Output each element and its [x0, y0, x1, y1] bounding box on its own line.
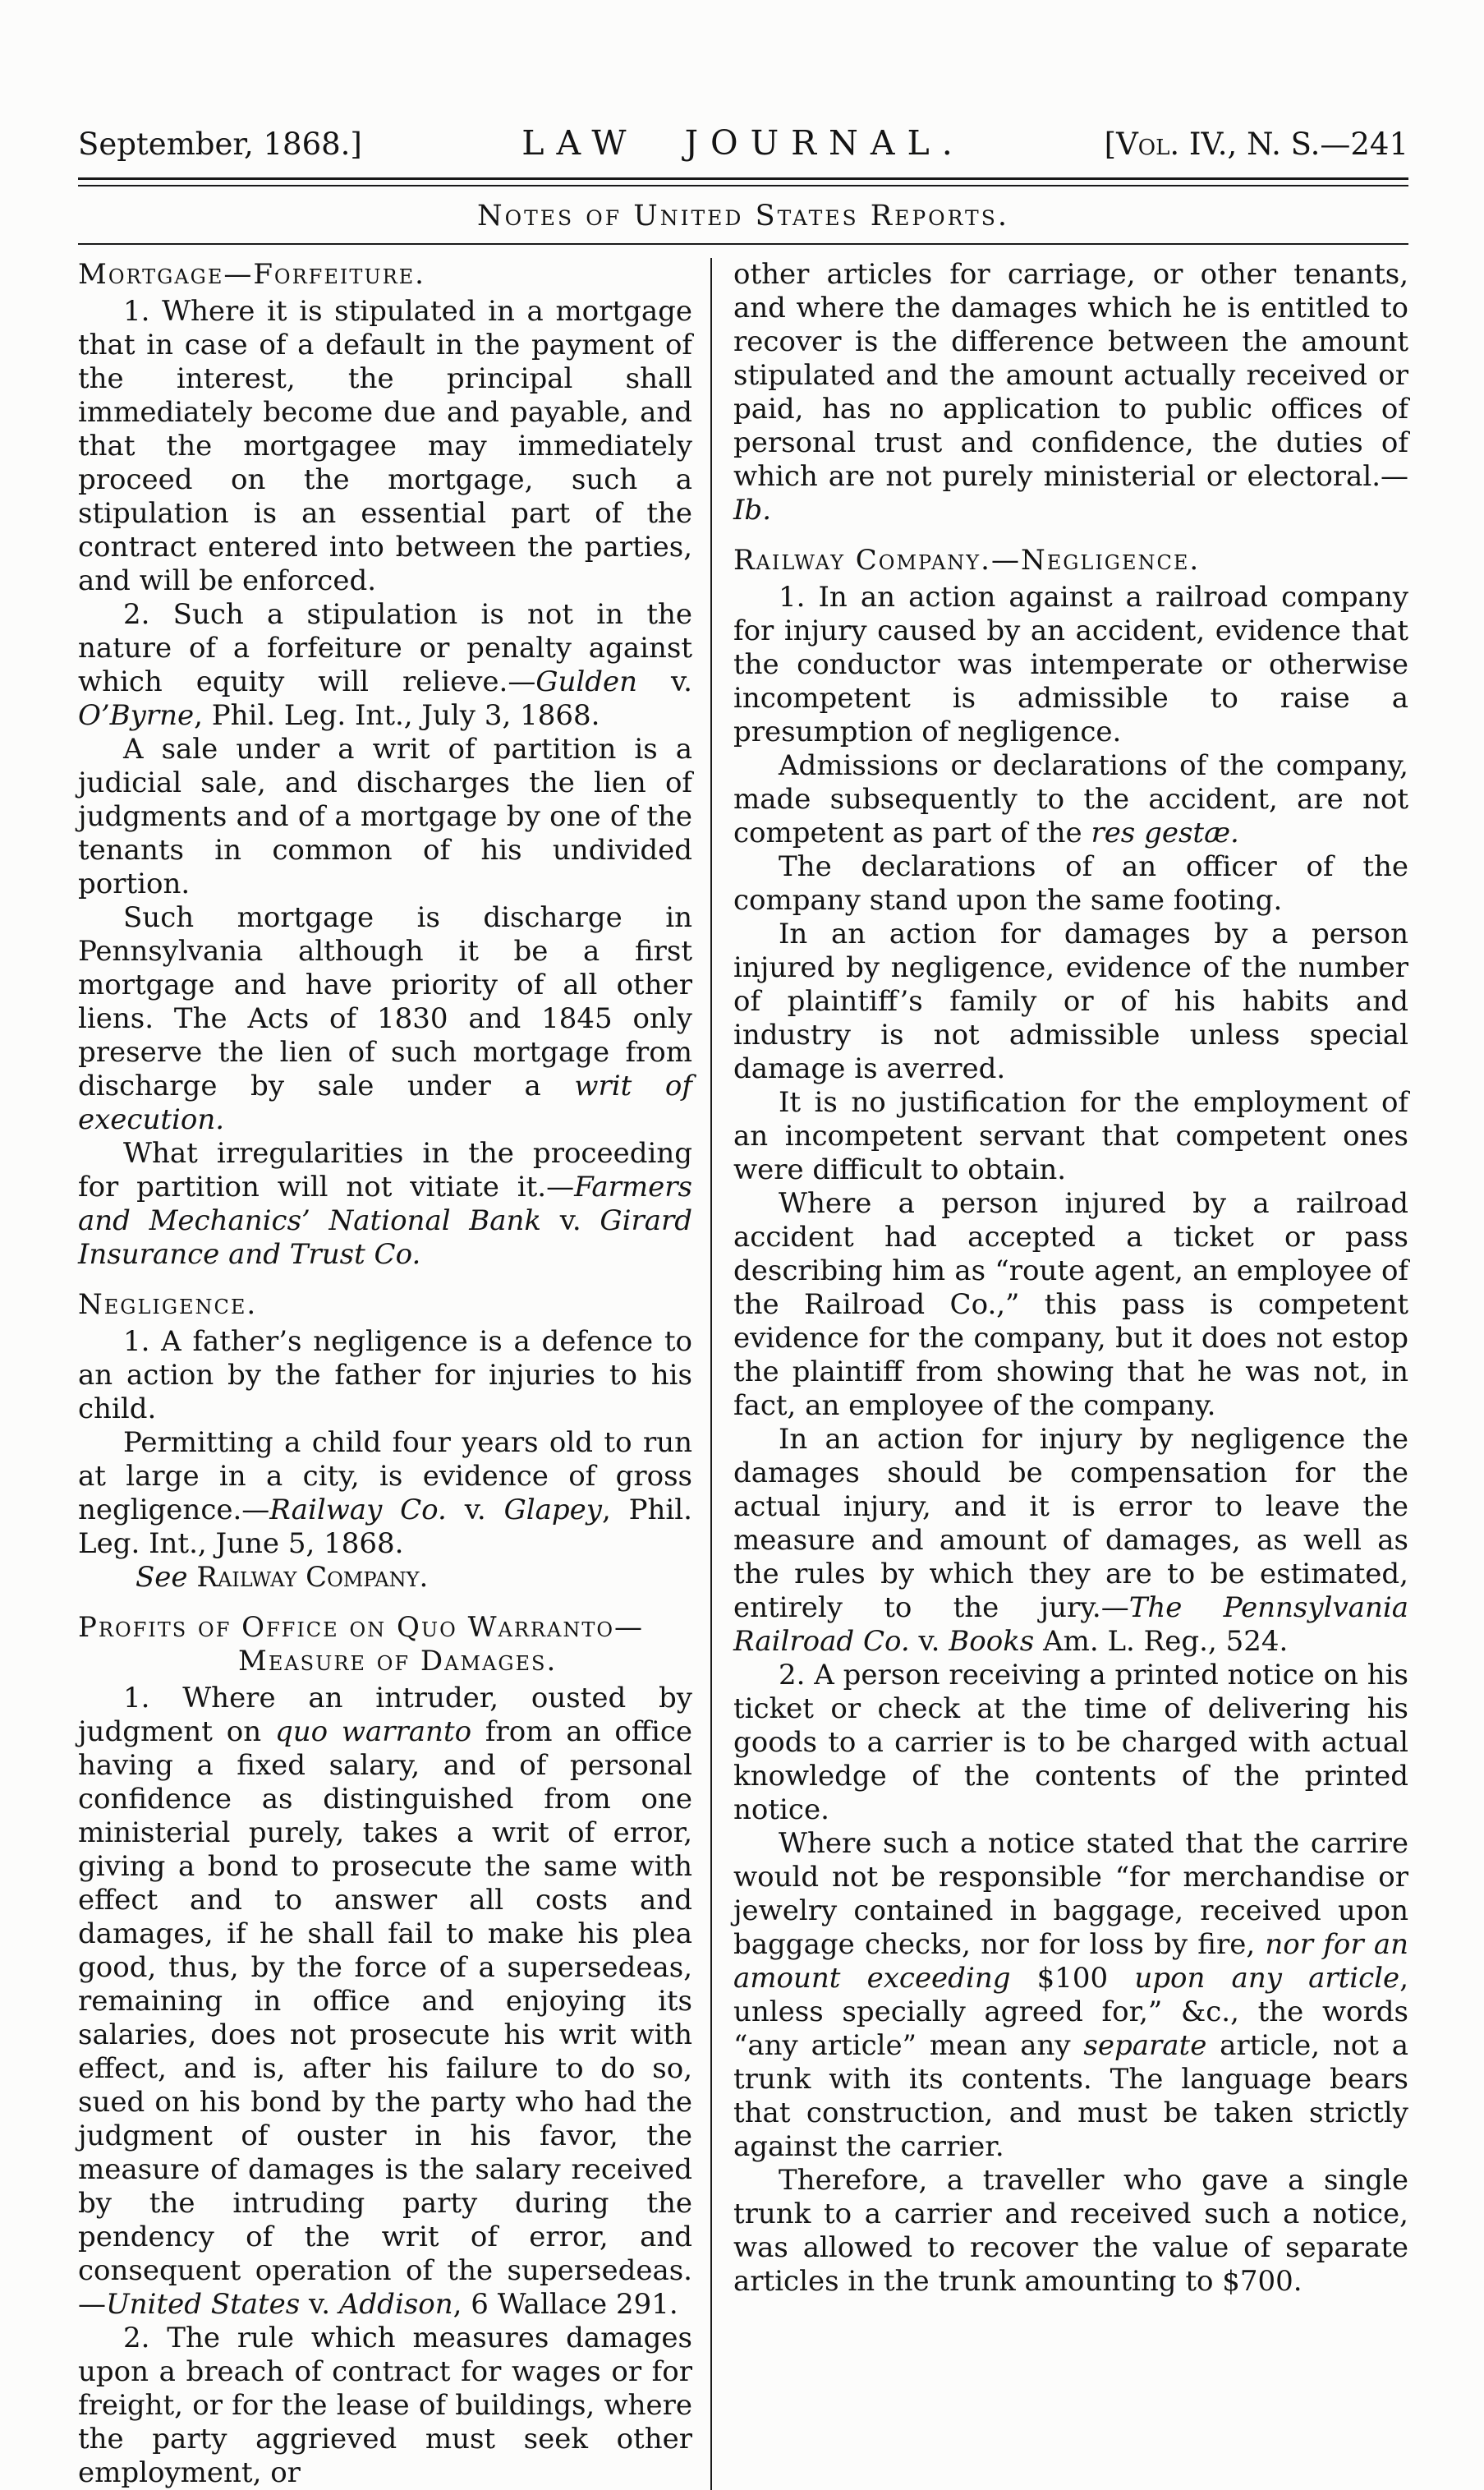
- note-paragraph: [78, 1137, 692, 1272]
- text-run: Admissions or declarations of the company, made subsequently to the accident, are not competent as part of the: [733, 749, 1408, 849]
- text-run: v.: [446, 1494, 504, 1526]
- note-paragraph: [733, 1659, 1408, 1827]
- italic-text: upon any article: [1108, 1962, 1400, 1995]
- italic-text: res gestæ.: [1091, 817, 1239, 849]
- italic-text: writ of execution.: [78, 1070, 692, 1136]
- header-volume-page: [Vol. IV., N. S.—241: [1104, 127, 1409, 162]
- italic-text: Ib.: [733, 494, 772, 527]
- text-run: , Phil. Leg. Int., July 3, 1868.: [194, 699, 600, 732]
- text-run: What irregularities in the proceeding for partition will not vitiate it.—: [78, 1137, 692, 1204]
- text-run: , 6 Wallace 291.: [453, 2288, 678, 2321]
- note-paragraph: [78, 1325, 692, 1426]
- note-paragraph: [733, 749, 1408, 850]
- section-heading: Railway Company.—Negligence.: [733, 544, 1201, 577]
- single-rule: [78, 243, 1408, 245]
- italic-text: Girard Insurance and Trust Co.: [78, 1204, 692, 1271]
- text-run: 2. The rule which measures damages upon a breach of contract for wages or for freight, or for the lease of buildings, where the party aggrieved must seek other employment, or: [78, 2322, 692, 2489]
- note-paragraph: [78, 598, 692, 733]
- journal-page: [78, 123, 1408, 2490]
- text-run: , Phil. Leg. Int., June 5, 1868.: [78, 1494, 692, 1560]
- italic-text: Farmers and Mechanics’ National Bank: [78, 1171, 692, 1237]
- text-run: 1. Where it is stipulated in a mortgage that in case of a default in the payment of the interest, the principal shall immediately become due and payable, and that the mortgagee may immediately proceed on the mortgage, such a stipulation is an essential part of the contract entered into between the parties, and will be enforced.: [78, 295, 692, 597]
- note-paragraph: [78, 1682, 692, 2322]
- cross-reference: [78, 1561, 692, 1595]
- text-run: 1. Where an intruder, ousted by judgment on: [78, 1682, 692, 1748]
- italic-text: The Pennsylvania Railroad Co.: [733, 1591, 1408, 1658]
- note-paragraph: [733, 850, 1408, 918]
- section-heading: Profits of Office on Quo Warranto—Measure of Damages.: [78, 1611, 644, 1678]
- italic-text: See: [136, 1561, 197, 1594]
- italic-text: United States: [106, 2288, 301, 2321]
- text-run: 1. In an action against a railroad company for injury caused by an accident, evidence that the conductor was intemperate or otherwise incompetent is admissible to raise a presumption of negligence.: [733, 581, 1408, 748]
- note-paragraph: [78, 295, 692, 598]
- italic-text: Addison: [338, 2288, 453, 2321]
- text-run: Therefore, a traveller who gave a single trunk to a carrier and received such a notice, was allowed to recover the value of separate articles in the trunk amounting to $700.: [733, 2164, 1408, 2298]
- text-run: other articles for carriage, or other tenants, and where the damages which he is entitled to recover is the difference between the amount stipulated and the amount actually received or paid, has no application to public offices of personal trust and confidence, the duties of which are not purely ministerial or electoral.—: [733, 258, 1408, 493]
- text-run: In an action for damages by a person injured by negligence, evidence of the number of plaintiff’s family or of his habits and industry is not admissible unless special damage is averred.: [733, 918, 1408, 1085]
- section-heading: Negligence.: [78, 1288, 258, 1321]
- note-paragraph: [733, 918, 1408, 1086]
- text-run: v.: [541, 1204, 600, 1237]
- italic-text: quo warranto: [274, 1715, 472, 1748]
- text-run: Permitting a child four years old to run at large in a city, is evidence of gross negligence.—: [78, 1426, 692, 1526]
- left-column: [78, 258, 710, 2490]
- note-paragraph: [78, 2322, 692, 2490]
- italic-text: Gulden: [535, 665, 638, 698]
- section-heading: Mortgage—Forfeiture.: [78, 258, 425, 291]
- italic-text: separate: [1083, 2029, 1207, 2062]
- note-paragraph: [733, 581, 1408, 749]
- smallcaps-text: Railway Company.: [196, 1561, 429, 1594]
- text-run: 2. A person receiving a printed notice on his ticket or check at the time of delivering his goods to a carrier is to be charged with actual knowledge of the contents of the printed notice.: [733, 1659, 1408, 1826]
- text-columns: [78, 258, 1408, 2490]
- text-run: The declarations of an officer of the company stand upon the same footing.: [733, 850, 1408, 917]
- page-subtitle: Notes of United States Reports.: [477, 200, 1009, 232]
- text-run: v.: [637, 665, 692, 698]
- journal-title: LAW JOURNAL.: [521, 123, 965, 163]
- text-run: Am. L. Reg., 524.: [1034, 1625, 1289, 1658]
- text-run: $100: [1036, 1962, 1109, 1995]
- note-paragraph: [733, 1827, 1408, 2164]
- text-run: article, not a trunk with its contents. The language bears that construction, and must be taken strictly against the carrier.: [733, 2029, 1408, 2163]
- page-header: [78, 123, 1408, 163]
- note-paragraph: [733, 1187, 1408, 1423]
- text-run: It is no justification for the employment of an incompetent servant that competent ones were difficult to obtain.: [733, 1086, 1408, 1186]
- text-run: 2. Such a stipulation is not in the nature of a forfeiture or penalty against which equity will relieve.—: [78, 598, 692, 698]
- italic-text: Books: [949, 1625, 1035, 1658]
- italic-text: O’Byrne: [78, 699, 195, 732]
- note-paragraph: [733, 1423, 1408, 1659]
- text-run: A sale under a writ of partition is a judicial sale, and discharges the lien of judgments and of a mortgage by one of the tenants in common of his undivided portion.: [78, 733, 692, 900]
- note-paragraph: [78, 1426, 692, 1561]
- text-run: Where such a notice stated that the carrire would not be responsible “for merchandise or jewelry contained in baggage, received upon baggage checks, nor for loss by fire,: [733, 1827, 1408, 1961]
- text-run: 1. A father’s negligence is a defence to an action by the father for injuries to his child.: [78, 1325, 692, 1425]
- header-issue-date: September, 1868.]: [78, 127, 362, 162]
- continuation-paragraph: [733, 258, 1408, 527]
- note-paragraph: [78, 733, 692, 901]
- note-paragraph: [733, 2164, 1408, 2299]
- double-rule: [78, 177, 1408, 186]
- text-run: v.: [300, 2288, 339, 2321]
- text-run: Where a person injured by a railroad accident had accepted a ticket or pass describing him as “route agent, an employee of the Railroad Co.,” this pass is competent evidence for the company, but it does not estop the plaintiff from showing that he was not, in fact, an employee of the company.: [733, 1187, 1408, 1422]
- text-run: v.: [909, 1625, 949, 1658]
- italic-text: nor for an amount exceeding: [733, 1928, 1408, 1995]
- italic-text: Railway Co.: [269, 1494, 447, 1526]
- text-run: In an action for injury by negligence the damages should be compensation for the actual injury, and it is error to leave the measure and amount of damages, as well as the rules by which they are to be estimated, entirely to the jury.—: [733, 1423, 1408, 1624]
- right-column: [710, 258, 1408, 2490]
- text-run: , unless specially agreed for,” &c., the words “any article” mean any: [733, 1962, 1408, 2062]
- note-paragraph: [733, 1086, 1408, 1187]
- text-run: Such mortgage is discharge in Pennsylvania although it be a first mortgage and have priority of all other liens. The Acts of 1830 and 1845 only preserve the lien of such mortgage from discharge by sale under a: [78, 901, 692, 1102]
- italic-text: Glapey: [503, 1494, 602, 1526]
- note-paragraph: [78, 901, 692, 1137]
- text-run: from an office having a fixed salary, and of personal confidence as distinguished from one ministerial purely, takes a writ of error, giving a bond to prosecute the same with effect and to answer all costs and damages, if he shall fail to make his plea good, thus, by the force of a supersedeas, remaining in office and enjoying its salaries, does not prosecute his writ with effect, and is, after his failure to do so, sued on his bond by the party who had the judgment of ouster in his favor, the measure of damages is the salary received by the intruding party during the pendency of the writ of error, and consequent operation of the supersedeas.—: [78, 1715, 692, 2321]
